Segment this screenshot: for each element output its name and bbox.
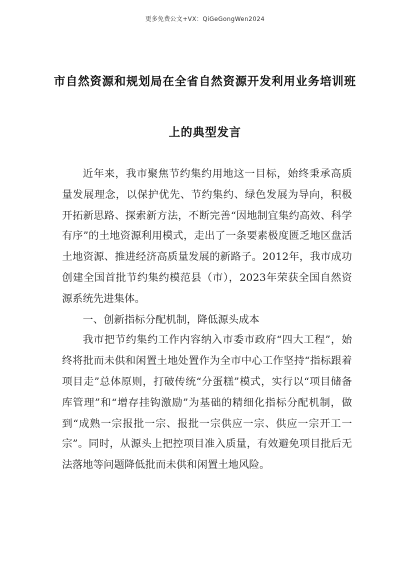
header-note: 更多免费公文+VX：QiGeGongWen2024 <box>145 16 265 23</box>
document-body <box>62 164 352 476</box>
document-title-line-1: 市自然资源和规划局在全省自然资源开发利用业务培训班 <box>53 74 357 88</box>
paragraph-intro: 近年来，我市聚焦节约集约用地这一目标，始终秉承高质量发展理念，以保护优先、节约集约、绿色发展为导向，积极开拓新思路、探索新方法，不断完善“因地制宜集约高效、科学有序”的土地资源利用模式，走出了一条要素极度匮乏地区盘活土地资源、推进经济高质量发展的新路子。2012年，我市成功创建全国首批节约集约模范县（市），2023年荣获全国自然资源系统先进集体。 <box>62 168 352 305</box>
section-heading-1: 一、创新指标分配机制，降低源头成本 <box>82 313 260 326</box>
paragraph-section-1: 我市把节约集约工作内容纳入市委市政府“四大工程”，始终将批而未供和闲置土地处置作为全市中心工作坚持“指标跟着项目走”总体原则，打破传统“分蛋糕”模式，实行以“项目储备库管理”和“增存挂钩激励”为基础的精细化指标分配机制，做到“成熟一宗报批一宗、报批一宗供应一宗、供应一宗开工一宗”。同时，从源头上把控项目准入质量，有效避免项目批后无法落地等问题降低批而未供和闲置土地风险。 <box>62 334 352 472</box>
document-title-line-2: 上的典型发言 <box>168 125 242 139</box>
